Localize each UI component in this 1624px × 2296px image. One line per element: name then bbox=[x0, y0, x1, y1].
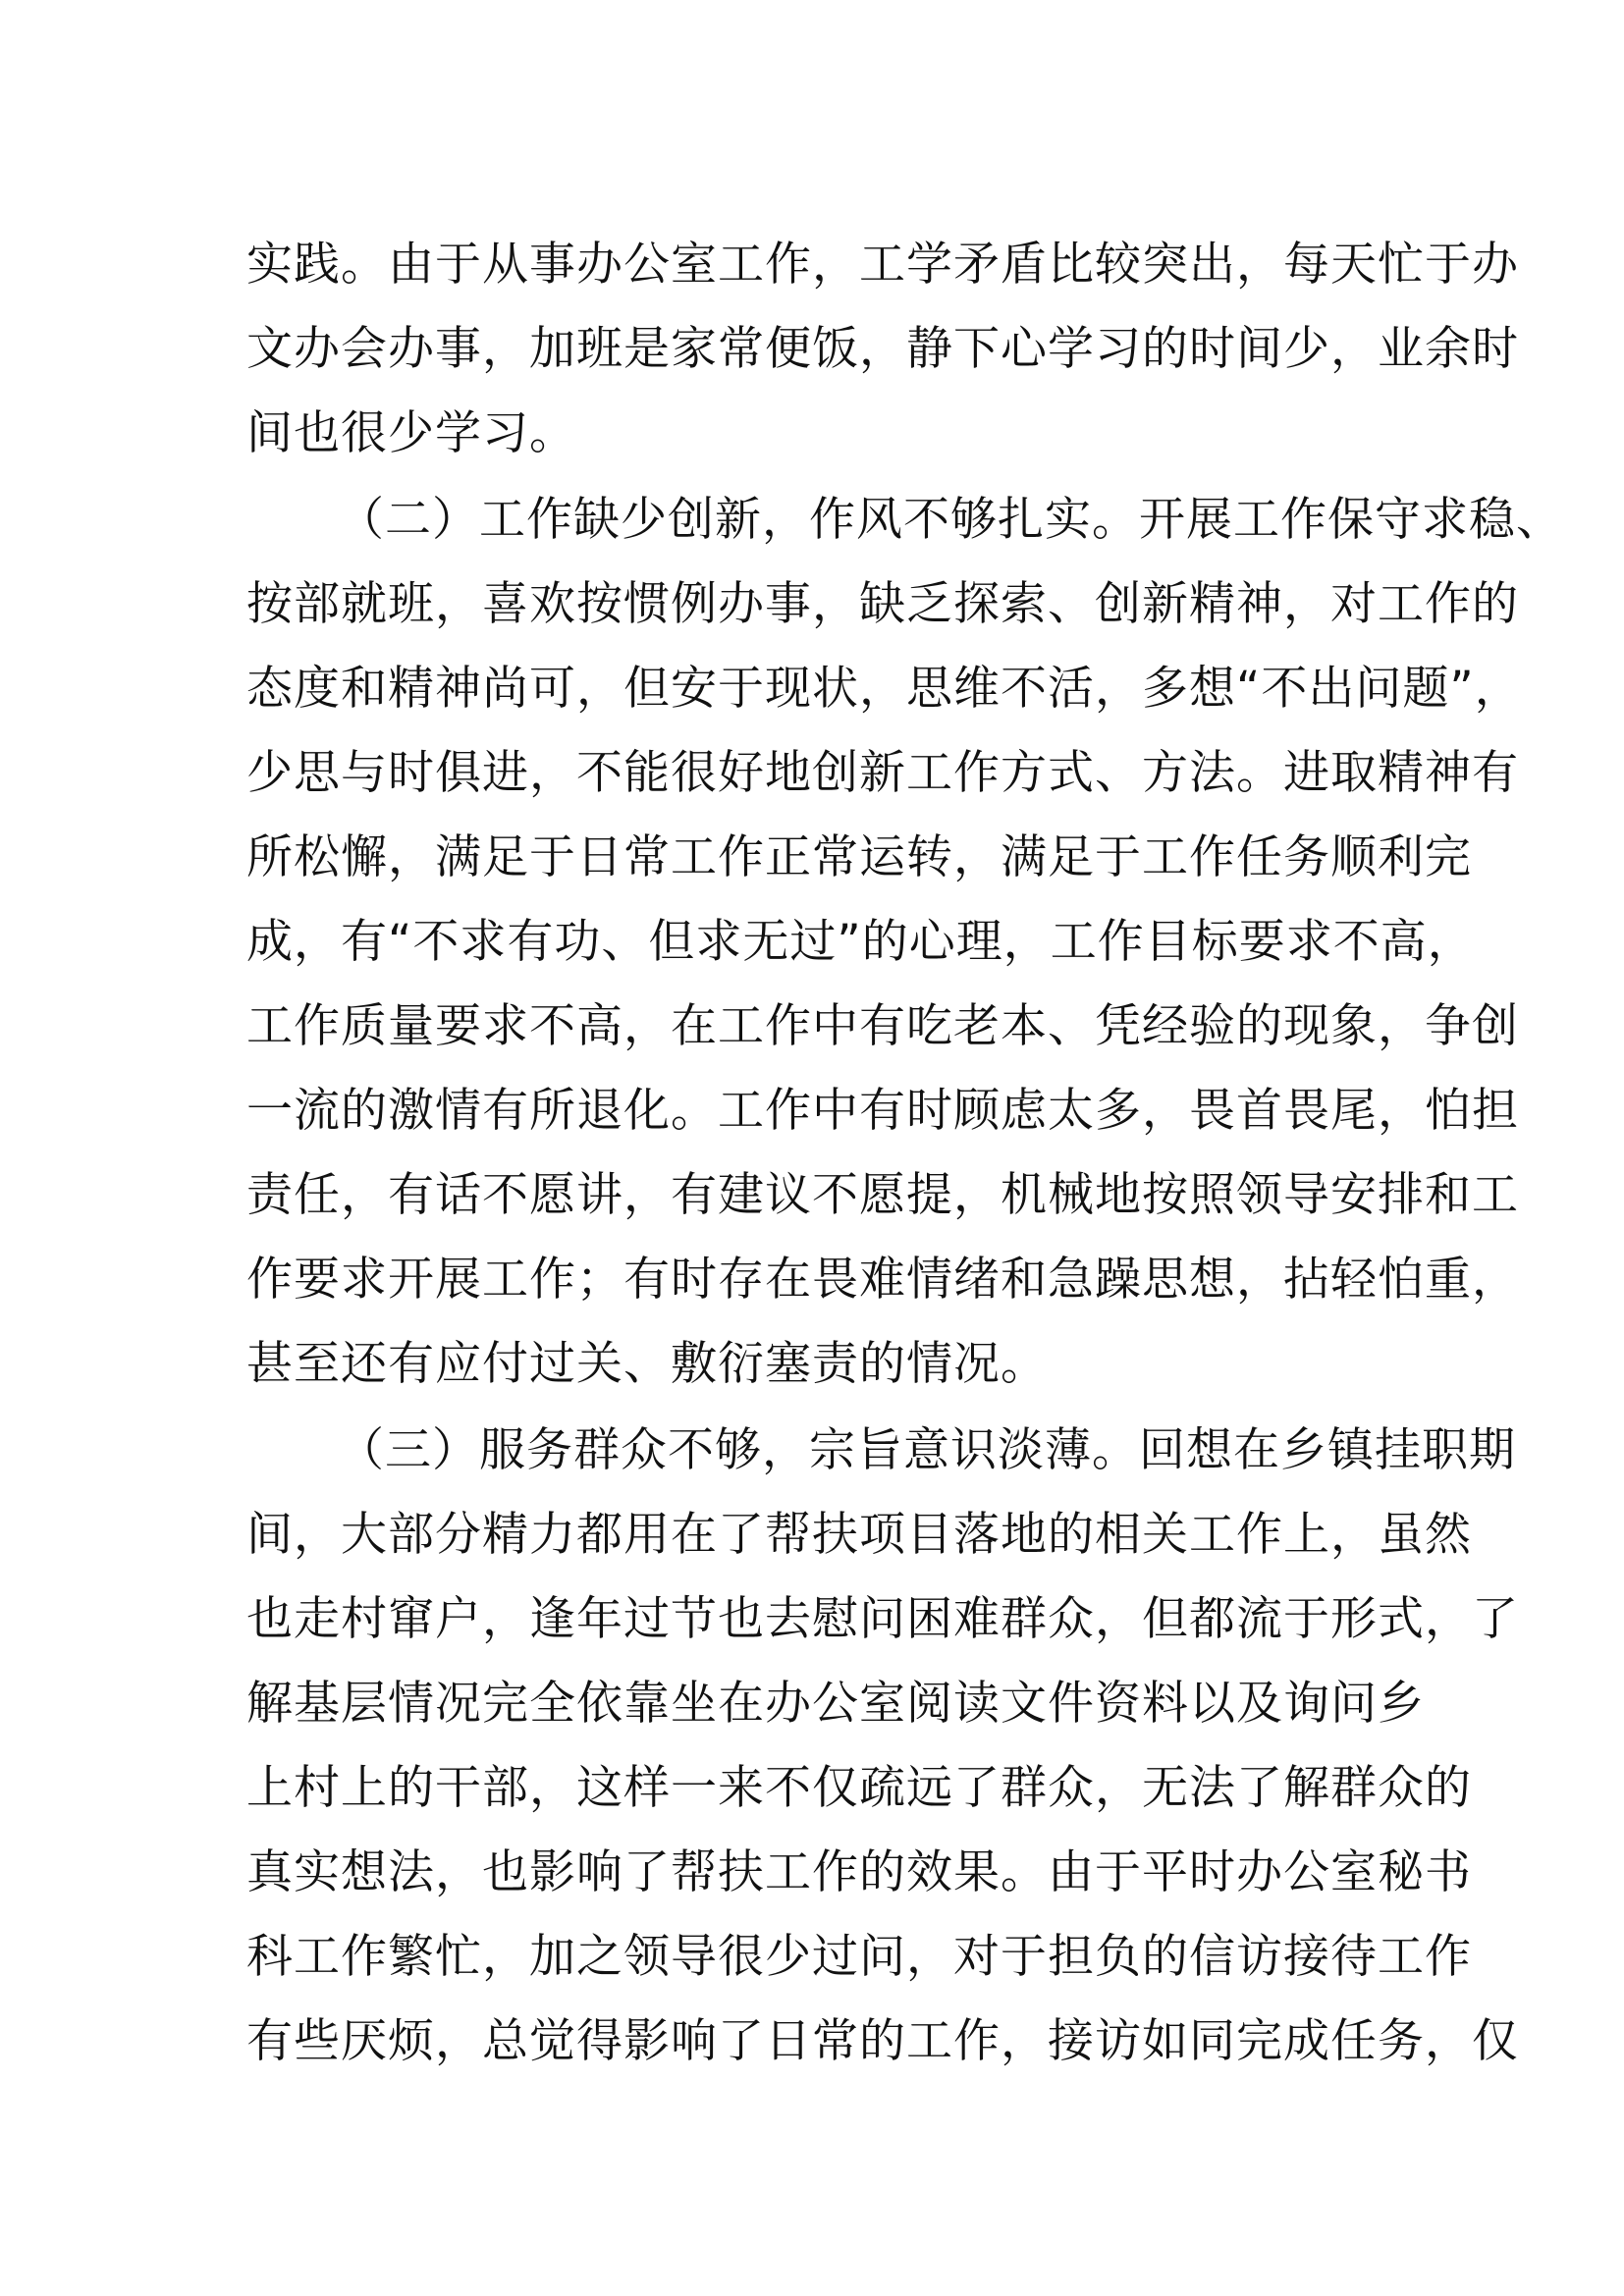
text-line: 实践。由于从事办公室工作，工学矛盾比较突出，每天忙于办 bbox=[246, 238, 1519, 292]
text-line: 文办会办事，加班是家常便饭，静下心学习的时间少，业余时 bbox=[246, 322, 1519, 376]
section-heading-line: （二）工作缺少创新，作风不够扎实。开展工作保守求稳、 bbox=[338, 493, 1563, 547]
text-line: 间，大部分精力都用在了帮扶项目落地的相关工作上，虽然 bbox=[246, 1508, 1472, 1562]
text-line: 按部就班，喜欢按惯例办事，缺乏探索、创新精神，对工作的 bbox=[246, 577, 1519, 631]
section-heading-line: （三）服务群众不够，宗旨意识淡薄。回想在乡镇挂职期 bbox=[338, 1423, 1516, 1477]
text-line: 少思与时俱进，不能很好地创新工作方式、方法。进取精神有 bbox=[246, 746, 1519, 800]
text-line: 一流的激情有所退化。工作中有时顾虑太多，畏首畏尾，怕担 bbox=[246, 1084, 1519, 1138]
text-line: 态度和精神尚可，但安于现状，思维不活，多想“不出问题”， bbox=[246, 662, 1522, 716]
text-line: 上村上的干部，这样一来不仅疏远了群众，无法了解群众的 bbox=[246, 1761, 1472, 1815]
text-line: 有些厌烦，总觉得影响了日常的工作，接访如同完成任务，仅 bbox=[246, 2014, 1519, 2068]
text-line: 真实想法，也影响了帮扶工作的效果。由于平时办公室秘书 bbox=[246, 1845, 1472, 1899]
text-line: 间也很少学习。 bbox=[246, 406, 576, 460]
text-line: 甚至还有应付过关、敷衍塞责的情况。 bbox=[246, 1337, 1048, 1391]
text-line: 科工作繁忙，加之领导很少过问，对于担负的信访接待工作 bbox=[246, 1930, 1472, 1984]
text-line: 解基层情况完全依靠坐在办公室阅读文件资料以及询问乡 bbox=[246, 1677, 1425, 1731]
text-line: 所松懈，满足于日常工作正常运转，满足于工作任务顺利完 bbox=[246, 830, 1472, 884]
text-line: 责任，有话不愿讲，有建议不愿提，机械地按照领导安排和工 bbox=[246, 1168, 1519, 1222]
text-line: 也走村窜户，逢年过节也去慰问困难群众，但都流于形式，了 bbox=[246, 1592, 1519, 1646]
text-line: 成，有“不求有功、但求无过”的心理，工作目标要求不高， bbox=[246, 915, 1475, 969]
text-line: 工作质量要求不高，在工作中有吃老本、凭经验的现象，争创 bbox=[246, 999, 1519, 1053]
text-line: 作要求开展工作；有时存在畏难情绪和急躁思想，拈轻怕重， bbox=[246, 1253, 1519, 1307]
